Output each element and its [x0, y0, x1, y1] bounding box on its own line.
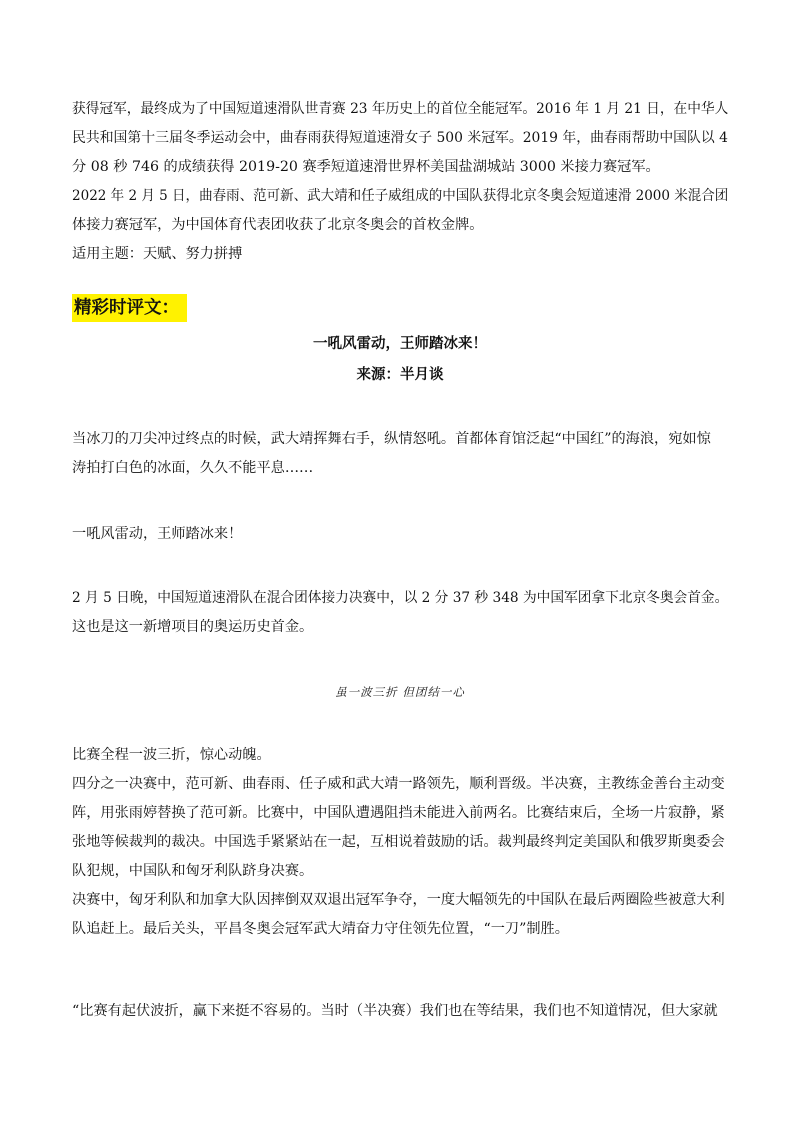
text-line: 张地等候裁判的裁决。中国选手紧紧站在一起，互相说着鼓励的话。裁判最终判定美国队和俄罗斯奥委会: [72, 834, 725, 850]
paragraph-1: [72, 425, 728, 483]
article-title: 一吼风雷动，王师踏冰来！: [313, 336, 487, 352]
text-line: 队犯规，中国队和匈牙利队跻身决赛。: [72, 863, 314, 879]
paragraph-2: [72, 520, 728, 549]
paragraph-5: [72, 997, 728, 1026]
text-line: “比赛有起伏波折，赢下来挺不容易的。当时（半决赛）我们也在等结果，我们也不知道情况，但大家就: [72, 1003, 718, 1019]
text-line: 阵，用张雨婷替换了范可新。比赛中，中国队遭遇阻挡未能进入前两名。比赛结束后，全场一片寂静，紧: [72, 805, 725, 821]
intro-text: [72, 95, 728, 269]
text-line: 队追赶上。最后关头，平昌冬奥会冠军武大靖奋力守住领先位置，“一刀”制胜。: [72, 921, 569, 937]
article-subheading: 虽一波三折 但团结一心: [335, 685, 465, 699]
article-source: 来源：半月谈: [356, 367, 444, 383]
text-line: 四分之一决赛中，范可新、曲春雨、任子威和武大靖一路领先，顺利晋级。半决赛，主教练金善台主动变: [72, 776, 725, 792]
text-line: 决赛中，匈牙利队和加拿大队因摔倒双双退出冠军争夺，一度大幅领先的中国队在最后两圈险些被意大利: [72, 892, 725, 908]
text-line: 体接力赛冠军，为中国体育代表团收获了北京冬奥会的首枚金牌。: [72, 217, 484, 233]
text-line: 这也是这一新增项目的奥运历史首金。: [72, 619, 314, 635]
text-line: 涛拍打白色的冰面，久久不能平息……: [72, 460, 314, 476]
paragraph-3: [72, 584, 728, 642]
text-line: 民共和国第十三届冬季运动会中，曲春雨获得短道速滑女子 500 米冠军。2019 年，曲春雨帮助中国队以 4: [72, 130, 728, 146]
text-line: 比赛全程一波三折，惊心动魄。: [72, 747, 271, 763]
text-line: 当冰刀的刀尖冲过终点的时候，武大靖挥舞右手，纵情怒吼。首都体育馆泛起“中国红”的海浪，宛如惊: [72, 431, 711, 447]
text-line: 分 08 秒 746 的成绩获得 2019-20 赛季短道速滑世界杯美国盐湖城站 3000 米接力赛冠军。: [72, 159, 660, 175]
text-line: 2 月 5 日晚，中国短道速滑队在混合团体接力决赛中，以 2 分 37 秒 348 为中国军团拿下北京冬奥会首金。: [72, 590, 729, 606]
text-line: 一吼风雷动，王师踏冰来！: [72, 526, 243, 542]
paragraph-4: [72, 741, 728, 944]
text-line: 获得冠军，最终成为了中国短道速滑队世青赛 23 年历史上的首位全能冠军。2016 年 1 月 21 日，在中华人: [72, 101, 729, 117]
text-line: 适用主题：天赋、努力拼搏: [72, 246, 243, 262]
text-line: 2022 年 2 月 5 日，曲春雨、范可新、武大靖和任子威组成的中国队获得北京冬奥会短道速滑 2000 米混合团: [72, 188, 729, 204]
section-heading: 精彩时评文：: [72, 294, 187, 322]
